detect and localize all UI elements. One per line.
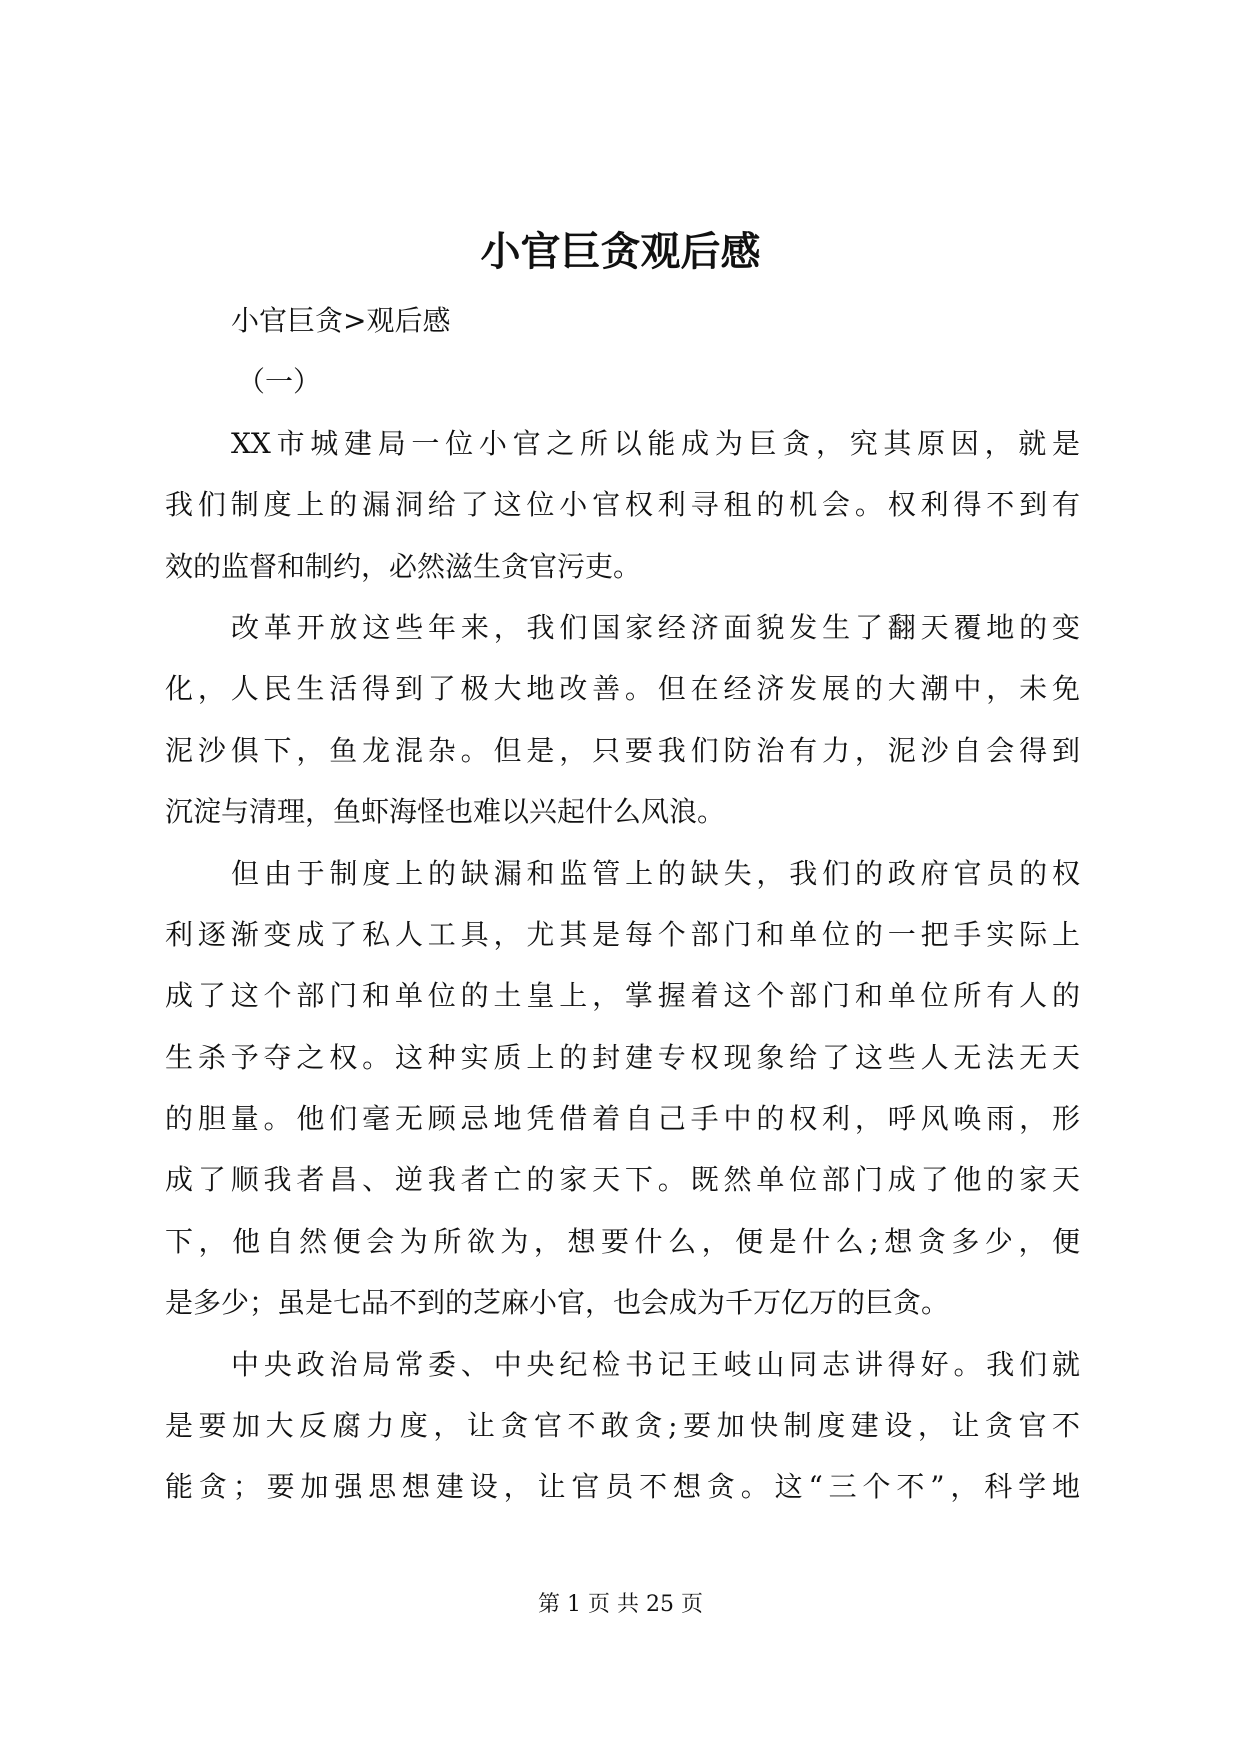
- paragraph-line: 是多少；虽是七品不到的芝麻小官，也会成为千万亿万的巨贪。: [165, 1286, 950, 1320]
- paragraph-line: 效的监督和制约，必然滋生贪官污吏。: [165, 549, 642, 583]
- paragraph-line: 利逐渐变成了私人工具，尤其是每个部门和单位的一把手实际上: [165, 917, 1080, 951]
- document-body: [165, 290, 1080, 1518]
- section-heading: （一）: [237, 365, 322, 399]
- paragraph-line: 是要加大反腐力度，让贪官不敢贪;要加快制度建设，让贪官不: [165, 1409, 1080, 1443]
- page-number-footer: 第 1 页 共 25 页: [538, 1592, 703, 1617]
- document-title: 小官巨贪观后感: [480, 228, 761, 275]
- paragraph-line: 下，他自然便会为所欲为，想要什么，便是什么;想贪多少，便: [165, 1224, 1080, 1258]
- paragraph-line: 成了这个部门和单位的土皇上，掌握着这个部门和单位所有人的: [165, 979, 1080, 1013]
- paragraph-line: 沉淀与清理，鱼虾海怪也难以兴起什么风浪。: [165, 795, 726, 829]
- paragraph-line: 的胆量。他们毫无顾忌地凭借着自己手中的权利，呼风唤雨，形: [165, 1102, 1080, 1136]
- document-subtitle: 小官巨贪>观后感: [231, 304, 451, 337]
- paragraph-line: 成了顺我者昌、逆我者亡的家天下。既然单位部门成了他的家天: [165, 1163, 1080, 1197]
- paragraph-line: XX市城建局一位小官之所以能成为巨贪，究其原因，就是: [231, 426, 1080, 460]
- paragraph-line: 能贪；要加强思想建设，让官员不想贪。这“三个不”，科学地: [165, 1470, 1080, 1504]
- paragraph-line: 中央政治局常委、中央纪检书记王岐山同志讲得好。我们就: [231, 1347, 1080, 1381]
- paragraph-line: 但由于制度上的缺漏和监管上的缺失，我们的政府官员的权: [231, 856, 1080, 890]
- paragraph-line: 泥沙俱下，鱼龙混杂。但是，只要我们防治有力，泥沙自会得到: [165, 733, 1080, 767]
- paragraph-line: 我们制度上的漏洞给了这位小官权利寻租的机会。权利得不到有: [165, 488, 1080, 522]
- paragraph-line: 改革开放这些年来，我们国家经济面貌发生了翻天覆地的变: [231, 610, 1080, 644]
- paragraph-line: 化，人民生活得到了极大地改善。但在经济发展的大潮中，未免: [165, 672, 1080, 706]
- paragraph-line: 生杀予夺之权。这种实质上的封建专权现象给了这些人无法无天: [165, 1040, 1080, 1074]
